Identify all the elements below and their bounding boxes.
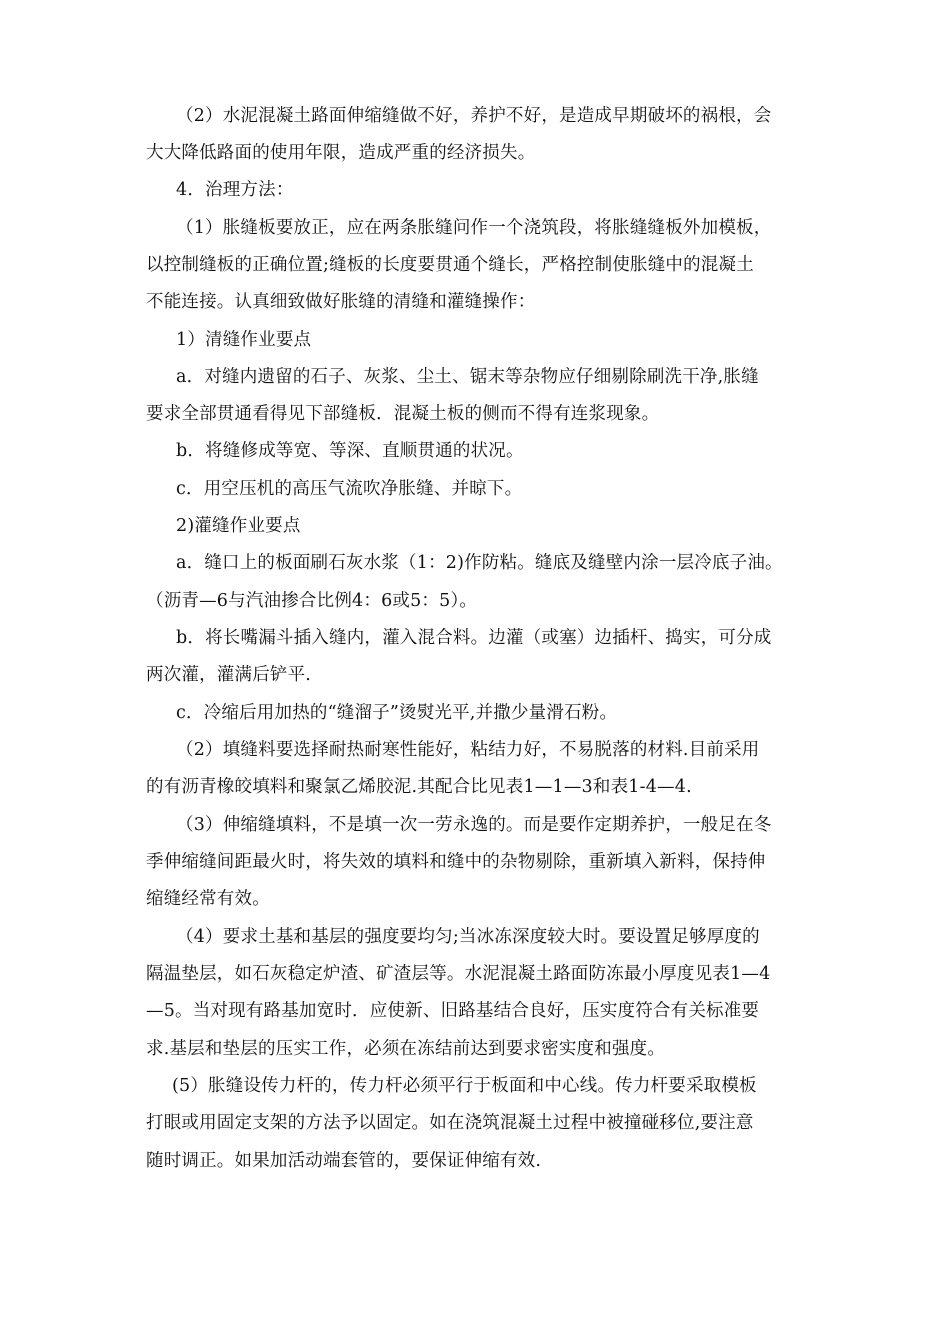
text-line: 不能连接。认真细致做好胀缝的清缝和灌缝操作： xyxy=(146,292,536,312)
text-line: 要求全部贯通看得见下部缝板．混凝土板的侧而不得有连浆现象。 xyxy=(146,404,660,424)
text-line: b．将缝修成等宽、等深、直顺贯通的状况。 xyxy=(176,441,524,461)
text-line: 4．治理方法： xyxy=(176,180,294,200)
text-line: b．将长嘴漏斗插入缝内，灌入混合料。边灌（或塞）边插杆、捣实，可分成 xyxy=(176,628,772,648)
text-line: （沥青—6与汽油掺合比例4：6或5：5）。 xyxy=(146,591,478,611)
text-line: 大大降低路面的使用年限，造成严重的经济损失。 xyxy=(146,143,536,163)
text-line: （1）胀缝板要放正，应在两条胀缝问作一个浇筑段，将胀缝缝板外加模板， xyxy=(176,218,772,238)
text-line: 1）清缝作业要点 xyxy=(176,330,312,350)
text-line: (5）胀缝设传力杆的，传力杆必须平行于板面和中心线。传力杆要采取模板 xyxy=(172,1076,757,1096)
text-line: （3）伸缩缝填料，不是填一次一劳永逸的。而是要作定期养护，一般足在冬 xyxy=(176,815,772,835)
text-line: 以控制缝板的正确位置;缝板的长度要贯通个缝长，严格控制使胀缝中的混凝土 xyxy=(146,255,754,275)
text-line: 两次灌，灌满后铲平. xyxy=(146,665,312,685)
text-line: 隔温垫层，如石灰稳定炉渣、矿渣层等。水泥混凝土路面防冻最小厚度见表1—4 xyxy=(146,964,771,984)
text-line: 2)灌缝作业要点 xyxy=(176,516,301,536)
text-line: （2）填缝料要选择耐热耐寒性能好，粘结力好，不易脱落的材料.目前采用 xyxy=(176,740,760,760)
text-line: 季伸缩缝间距最火时，将失效的填料和缝中的杂物剔除，重新填入新料，保持伸 xyxy=(146,852,766,872)
text-line: （2）水泥混凝土路面伸缩缝做不好，养护不好，是造成早期破坏的祸根，会 xyxy=(176,106,772,126)
text-line: —5。当对现有路基加宽时．应使新、旧路基结合良好，压实度符合有关标准要 xyxy=(146,1001,760,1021)
text-line: a．对缝内遗留的石子、灰浆、尘土、锯末等杂物应仔细剔除刷洗干净,胀缝 xyxy=(176,367,759,387)
text-line: c．冷缩后用加热的“缝溜子”烫熨光平,并撒少量滑石粉。 xyxy=(176,703,618,723)
text-line: 求.基层和垫层的压实工作，必须在冻结前达到要求密实度和强度。 xyxy=(146,1039,666,1059)
text-line: 随时调正。如果加活动端套管的，要保证伸缩有效. xyxy=(146,1151,542,1171)
text-line: c．用空压机的高压气流吹净胀缝、并晾下。 xyxy=(176,479,523,499)
text-line: 缩缝经常有效。 xyxy=(146,889,270,909)
text-line: 打眼或用固定支架的方法予以固定。如在浇筑混凝土过程中被撞碰移位,要注意 xyxy=(146,1113,754,1133)
text-line: a．缝口上的板面刷石灰水浆（1：2)作防粘。缝底及缝壁内涂一层冷底子油。 xyxy=(176,553,783,573)
text-line: 的有沥青橡皎填料和聚氯乙烯胶泥.其配合比见表1—1—3和表1-4—4. xyxy=(146,777,692,797)
text-line: （4）要求土基和基层的强度要均匀;当冰冻深度较大时。要设置足够厚度的 xyxy=(176,927,760,947)
